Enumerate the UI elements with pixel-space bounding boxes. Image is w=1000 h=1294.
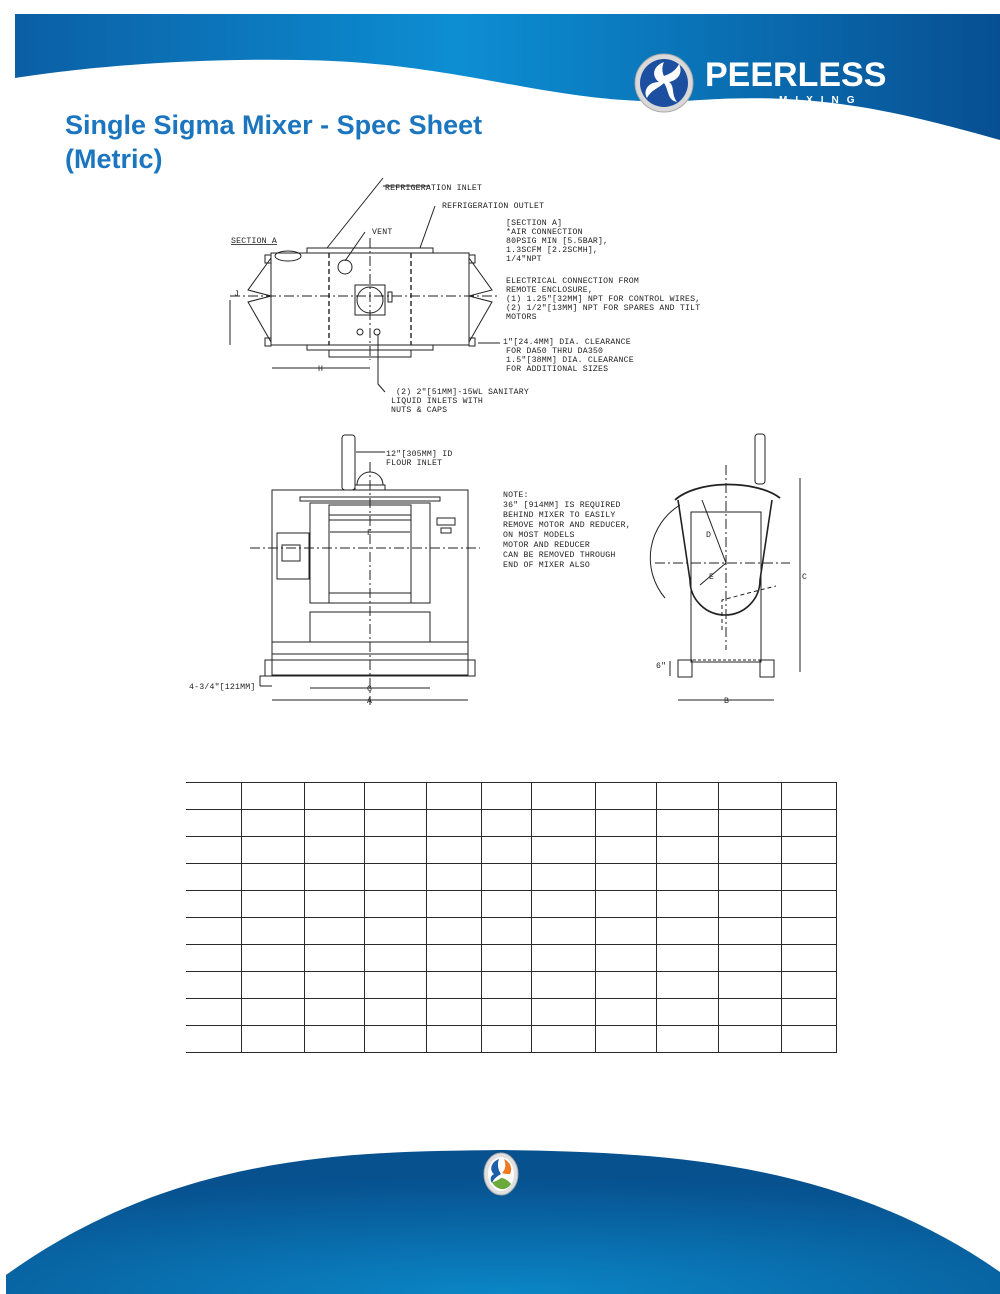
table-cell [596,999,657,1026]
table-cell [782,783,837,810]
table-cell [482,810,532,837]
table-cell [365,783,427,810]
table-cell [305,837,365,864]
table-cell [532,837,596,864]
table-cell [532,783,596,810]
table-cell [427,1026,482,1053]
table-row [186,837,837,864]
foot-height-note: 4-3/4"[121MM] [189,683,256,692]
table-cell [365,837,427,864]
table-cell [482,999,532,1026]
clearance-note-3: 1.5"[38MM] DIA. CLEARANCE [506,356,634,365]
table-cell [186,918,242,945]
table-cell [242,1026,305,1053]
table-cell [365,945,427,972]
table-cell [186,864,242,891]
table-cell [427,864,482,891]
table-cell [657,999,719,1026]
table-cell [427,918,482,945]
clearance-note-4: FOR ADDITIONAL SIZES [506,365,609,374]
table-cell [365,864,427,891]
flour-inlet-note-2: FLOUR INLET [386,459,443,468]
flour-inlet-note-1: 12"[305MM] ID [386,450,453,459]
table-cell [782,810,837,837]
footer-swirl-logo-icon [482,1152,520,1196]
table-cell [532,1026,596,1053]
table-cell [186,783,242,810]
table-cell [596,945,657,972]
dim-j-label: J [234,290,240,299]
table-row [186,1026,837,1053]
table-cell [365,1026,427,1053]
side-note-5: ON MOST MODELS [503,531,575,540]
table-cell [427,810,482,837]
table-cell [719,945,782,972]
table-cell [242,999,305,1026]
table-cell [242,972,305,999]
table-cell [532,864,596,891]
table-cell [242,783,305,810]
table-cell [596,783,657,810]
side-note-1: NOTE: [503,491,529,500]
table-cell [719,810,782,837]
table-cell [782,1026,837,1053]
table-cell [782,837,837,864]
table-cell [596,891,657,918]
electrical-note-5: MOTORS [506,313,537,322]
table-cell [782,891,837,918]
table-cell [657,945,719,972]
table-cell [427,999,482,1026]
table-cell [242,918,305,945]
table-cell [596,1026,657,1053]
table-cell [657,972,719,999]
side-note-7: CAN BE REMOVED THROUGH [503,551,616,560]
section-a-note-4: 1.3SCFM [2.2SCMH], [506,246,599,255]
electrical-note-4: (2) 1/2"[13MM] NPT FOR SPARES AND TILT [506,304,701,313]
table-cell [186,1026,242,1053]
brand-subtitle: MIXING [779,95,863,106]
table-row [186,864,837,891]
page-title [65,108,482,176]
table-cell [596,918,657,945]
table-cell [365,891,427,918]
table-cell [657,837,719,864]
table-cell [719,972,782,999]
table-cell [305,864,365,891]
dim-g-label: G [367,685,373,694]
table-cell [482,945,532,972]
liquid-inlet-note-2: LIQUID INLETS WITH [391,397,484,406]
table-cell [186,945,242,972]
table-row [186,972,837,999]
table-row [186,999,837,1026]
dim-e-label: E [709,573,715,582]
page-title-line1: Single Sigma Mixer - Spec Sheet [65,110,483,140]
table-cell [305,918,365,945]
table-cell [532,918,596,945]
table-cell [782,918,837,945]
dim-a-label: A [367,697,373,706]
side-note-8: END OF MIXER ALSO [503,561,590,570]
table-cell [719,783,782,810]
side-note-2: 36" [914MM] IS REQUIRED [503,501,621,510]
clearance-note-1: 1"[24.4MM] DIA. CLEARANCE [503,338,631,347]
table-cell [657,810,719,837]
dim-6in-label: 6" [656,662,667,671]
table-row [186,891,837,918]
table-cell [596,810,657,837]
table-cell [365,999,427,1026]
electrical-note-3: (1) 1.25"[32MM] NPT FOR CONTROL WIRES, [506,295,701,304]
table-cell [532,972,596,999]
dim-d-label: D [706,531,712,540]
table-cell [242,945,305,972]
table-cell [186,891,242,918]
table-cell [242,891,305,918]
table-cell [657,891,719,918]
side-note-4: REMOVE MOTOR AND REDUCER, [503,521,631,530]
table-cell [719,1026,782,1053]
refrigeration-inlet-label: REFRIGERATION INLET [385,184,483,193]
table-cell [782,999,837,1026]
electrical-note-1: ELECTRICAL CONNECTION FROM [506,277,639,286]
table-cell [482,864,532,891]
table-cell [305,999,365,1026]
table-cell [657,1026,719,1053]
spec-table [186,782,837,1053]
table-cell [305,945,365,972]
table-cell [427,891,482,918]
table-cell [482,918,532,945]
table-cell [305,810,365,837]
table-cell [427,783,482,810]
table-cell [186,999,242,1026]
section-a-note-2: *AIR CONNECTION [506,228,583,237]
table-cell [427,837,482,864]
page-title-line2: (Metric) [65,144,163,174]
table-cell [186,810,242,837]
table-cell [482,783,532,810]
section-a-note-5: 1/4"NPT [506,255,542,264]
side-note-3: BEHIND MIXER TO EASILY [503,511,616,520]
table-cell [782,945,837,972]
table-cell [365,972,427,999]
table-cell [719,891,782,918]
table-cell [427,972,482,999]
liquid-inlet-note-3: NUTS & CAPS [391,406,448,415]
section-a-label: SECTION A [231,237,278,246]
table-cell [532,945,596,972]
table-cell [596,837,657,864]
table-cell [657,918,719,945]
dim-h-label: H [318,365,324,374]
front-view [250,435,480,705]
table-row [186,783,837,810]
dim-c-label: C [802,573,808,582]
table-cell [782,972,837,999]
section-a-note-3: 80PSIG MIN [5.5BAR], [506,237,609,246]
table-row [186,945,837,972]
table-row [186,810,837,837]
dim-f-label: F [367,529,373,538]
electrical-note-2: REMOTE ENCLOSURE, [506,286,593,295]
table-cell [305,972,365,999]
table-cell [242,837,305,864]
table-cell [532,999,596,1026]
table-cell [482,1026,532,1053]
clearance-note-2: FOR DA50 THRU DA350 [506,347,604,356]
table-cell [782,864,837,891]
table-cell [719,864,782,891]
table-cell [596,972,657,999]
table-cell [427,945,482,972]
table-cell [365,918,427,945]
table-cell [186,972,242,999]
table-cell [719,999,782,1026]
side-note-6: MOTOR AND REDUCER [503,541,590,550]
peerless-swirl-icon [633,52,695,114]
peerless-logo [633,52,913,112]
table-cell [482,891,532,918]
side-view [650,434,800,700]
table-cell [532,810,596,837]
refrigeration-outlet-label: REFRIGERATION OUTLET [442,202,545,211]
table-cell [305,1026,365,1053]
table-cell [242,810,305,837]
table-cell [532,891,596,918]
vent-label: VENT [372,228,393,237]
table-cell [657,783,719,810]
table-cell [596,864,657,891]
table-cell [719,918,782,945]
table-cell [305,783,365,810]
dim-b-label: B [724,697,730,706]
table-cell [657,864,719,891]
section-a-note-1: [SECTION A] [506,219,563,228]
liquid-inlet-note-1: (2) 2"[51MM]-15WL SANITARY [396,388,529,397]
table-row [186,918,837,945]
table-cell [482,837,532,864]
table-cell [305,891,365,918]
table-cell [186,837,242,864]
table-cell [719,837,782,864]
table-cell [482,972,532,999]
table-cell [365,810,427,837]
brand-name: PEERLESS [705,56,887,94]
table-cell [242,864,305,891]
